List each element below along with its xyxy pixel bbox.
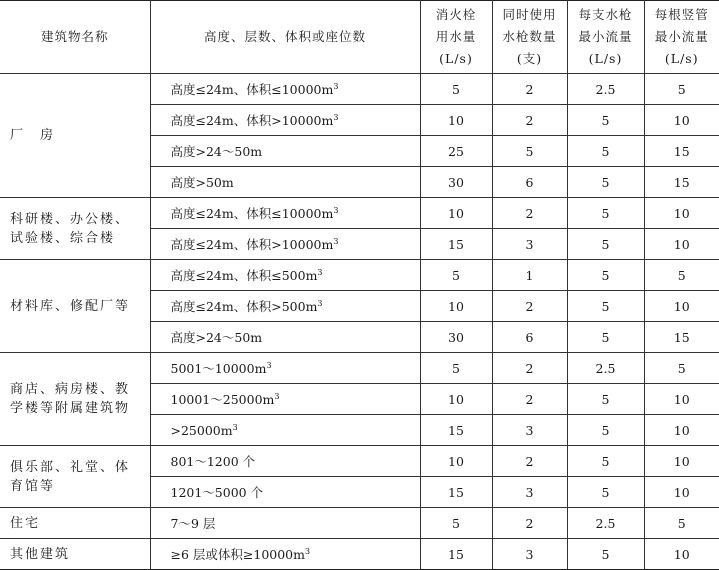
table-row: [0, 74, 719, 105]
value-cell-col4: 5: [567, 291, 644, 322]
column-header-line: 最小流量: [578, 29, 633, 44]
building-name-line: 试验楼、综合楼: [10, 230, 116, 246]
value-cell-col3: 2: [492, 353, 567, 384]
value-cell-col2: 15: [420, 539, 492, 570]
value-cell-col5: 15: [644, 322, 719, 353]
column-header-line: (支): [516, 51, 543, 66]
column-header-5: [644, 1, 719, 74]
value-cell-col3: 2: [492, 105, 567, 136]
value-cell-col4: 5: [567, 198, 644, 229]
condition-text: 高度≤24m、体积>10000m: [170, 112, 334, 128]
value-cell-col2: 10: [420, 291, 492, 322]
condition-text: 7～9 层: [170, 515, 216, 531]
condition-text: 1201～5000 个: [170, 484, 264, 500]
condition-cell: [150, 446, 420, 477]
value-cell-col5: 5: [644, 353, 719, 384]
condition-text: ≥6 层或体积≥10000m: [170, 546, 305, 562]
building-name-cell: [0, 198, 150, 260]
condition-cell: [150, 415, 420, 446]
value-cell-col3: 5: [492, 136, 567, 167]
value-cell-col4: 5: [567, 229, 644, 260]
condition-cell: [150, 322, 420, 353]
superscript-exponent: 3: [232, 422, 238, 432]
column-header-0: [0, 1, 150, 74]
building-name-line: 厂 房: [10, 128, 56, 143]
value-cell-col4: 5: [567, 384, 644, 415]
value-cell-col5: 10: [644, 198, 719, 229]
condition-text: 801～1200 个: [170, 453, 256, 469]
building-name-cell: [0, 508, 150, 539]
building-name-cell: [0, 353, 150, 446]
condition-cell: [150, 291, 420, 322]
building-name-line: 其他建筑: [10, 546, 71, 562]
building-name-line: 育馆等: [10, 478, 56, 494]
condition-cell: [150, 539, 420, 570]
value-cell-col5: 5: [644, 74, 719, 105]
table-body: [0, 74, 719, 570]
superscript-exponent: 3: [333, 236, 339, 246]
value-cell-col4: 5: [567, 322, 644, 353]
value-cell-col2: 10: [420, 446, 492, 477]
column-header-line: 水枪数量: [502, 29, 557, 44]
value-cell-col4: 5: [567, 105, 644, 136]
condition-cell: [150, 384, 420, 415]
column-header-line: 同时使用: [502, 7, 557, 22]
building-name-cell: [0, 539, 150, 570]
value-cell-col5: 5: [644, 260, 719, 291]
condition-text: 高度≤24m、体积≤500m: [170, 267, 318, 283]
value-cell-col5: 10: [644, 539, 719, 570]
condition-text: 高度≤24m、体积>500m: [170, 298, 318, 314]
value-cell-col5: 15: [644, 167, 719, 198]
superscript-exponent: 3: [317, 298, 323, 308]
condition-cell: [150, 74, 420, 105]
column-header-line: 消火栓: [435, 7, 477, 22]
value-cell-col4: 2.5: [567, 74, 644, 105]
condition-cell: [150, 136, 420, 167]
value-cell-col2: 10: [420, 105, 492, 136]
condition-text: 5001～10000m: [170, 360, 267, 376]
value-cell-col3: 2: [492, 508, 567, 539]
condition-cell: [150, 105, 420, 136]
value-cell-col2: 10: [420, 198, 492, 229]
value-cell-col4: 5: [567, 539, 644, 570]
value-cell-col2: 15: [420, 415, 492, 446]
header-row: [0, 1, 719, 74]
value-cell-col2: 5: [420, 508, 492, 539]
value-cell-col5: 5: [644, 508, 719, 539]
superscript-exponent: 3: [305, 546, 311, 556]
condition-cell: [150, 353, 420, 384]
column-header-line: (L/s): [439, 51, 473, 66]
superscript-exponent: 3: [317, 267, 323, 277]
value-cell-col4: 5: [567, 477, 644, 508]
column-header-line: 最小流量: [654, 29, 709, 44]
value-cell-col2: 30: [420, 322, 492, 353]
value-cell-col2: 5: [420, 74, 492, 105]
table-row: [0, 508, 719, 539]
condition-cell: [150, 477, 420, 508]
building-name-line: 材料库、修配厂等: [10, 298, 131, 314]
condition-text: 高度≤24m、体积>10000m: [170, 236, 334, 252]
column-header-line: 建筑物名称: [40, 29, 109, 44]
table-row: [0, 260, 719, 291]
building-name-line: 住宅: [10, 515, 41, 531]
column-header-line: 高度、层数、体积或座位数: [203, 29, 366, 44]
value-cell-col2: 5: [420, 353, 492, 384]
value-cell-col4: 5: [567, 167, 644, 198]
column-header-line: 每支水枪: [578, 7, 633, 22]
value-cell-col4: 2.5: [567, 508, 644, 539]
building-name-line: 俱乐部、礼堂、体: [10, 459, 131, 475]
value-cell-col3: 3: [492, 477, 567, 508]
value-cell-col3: 2: [492, 384, 567, 415]
condition-text: 高度>50m: [170, 174, 234, 190]
condition-text: 高度>24～50m: [170, 329, 263, 345]
table-row: [0, 198, 719, 229]
superscript-exponent: 3: [333, 81, 339, 91]
superscript-exponent: 3: [333, 205, 339, 215]
condition-cell: [150, 167, 420, 198]
value-cell-col4: 5: [567, 136, 644, 167]
column-header-3: [492, 1, 567, 74]
value-cell-col3: 3: [492, 229, 567, 260]
building-name-line: 科研楼、办公楼、: [10, 211, 131, 227]
value-cell-col5: 10: [644, 291, 719, 322]
column-header-line: 每根竖管: [654, 7, 709, 22]
table-row: [0, 446, 719, 477]
value-cell-col3: 2: [492, 291, 567, 322]
superscript-exponent: 3: [266, 360, 272, 370]
value-cell-col5: 10: [644, 446, 719, 477]
value-cell-col3: 1: [492, 260, 567, 291]
column-header-4: [567, 1, 644, 74]
value-cell-col5: 10: [644, 105, 719, 136]
condition-text: 高度>24～50m: [170, 143, 263, 159]
value-cell-col3: 6: [492, 322, 567, 353]
value-cell-col2: 30: [420, 167, 492, 198]
value-cell-col5: 10: [644, 229, 719, 260]
condition-text: >25000m: [170, 422, 233, 438]
table-row: [0, 539, 719, 570]
condition-text: 高度≤24m、体积≤10000m: [170, 81, 334, 97]
value-cell-col2: 5: [420, 260, 492, 291]
building-name-line: 学楼等附属建筑物: [10, 401, 131, 416]
condition-cell: [150, 508, 420, 539]
value-cell-col5: 15: [644, 136, 719, 167]
value-cell-col4: 5: [567, 260, 644, 291]
value-cell-col3: 6: [492, 167, 567, 198]
condition-cell: [150, 260, 420, 291]
building-name-cell: [0, 446, 150, 508]
condition-text: 10001～25000m: [170, 391, 275, 407]
table-row: [0, 353, 719, 384]
value-cell-col2: 10: [420, 384, 492, 415]
value-cell-col4: 5: [567, 446, 644, 477]
condition-cell: [150, 229, 420, 260]
building-name-line: 商店、病房楼、教: [10, 382, 131, 397]
value-cell-col2: 15: [420, 229, 492, 260]
value-cell-col3: 3: [492, 415, 567, 446]
superscript-exponent: 3: [333, 112, 339, 122]
condition-text: 高度≤24m、体积≤10000m: [170, 205, 334, 221]
column-header-line: (L/s): [588, 51, 623, 66]
value-cell-col3: 2: [492, 74, 567, 105]
value-cell-col3: 2: [492, 446, 567, 477]
superscript-exponent: 3: [274, 391, 280, 401]
column-header-line: (L/s): [664, 51, 699, 66]
value-cell-col3: 2: [492, 198, 567, 229]
condition-cell: [150, 198, 420, 229]
column-header-line: 用水量: [435, 29, 477, 44]
value-cell-col4: 2.5: [567, 353, 644, 384]
building-name-cell: [0, 260, 150, 353]
column-header-2: [420, 1, 492, 74]
column-header-1: [150, 1, 420, 74]
value-cell-col4: 5: [567, 415, 644, 446]
value-cell-col2: 15: [420, 477, 492, 508]
value-cell-col3: 3: [492, 539, 567, 570]
value-cell-col2: 25: [420, 136, 492, 167]
value-cell-col5: 10: [644, 415, 719, 446]
value-cell-col5: 10: [644, 384, 719, 415]
value-cell-col5: 10: [644, 477, 719, 508]
building-name-cell: [0, 74, 150, 198]
